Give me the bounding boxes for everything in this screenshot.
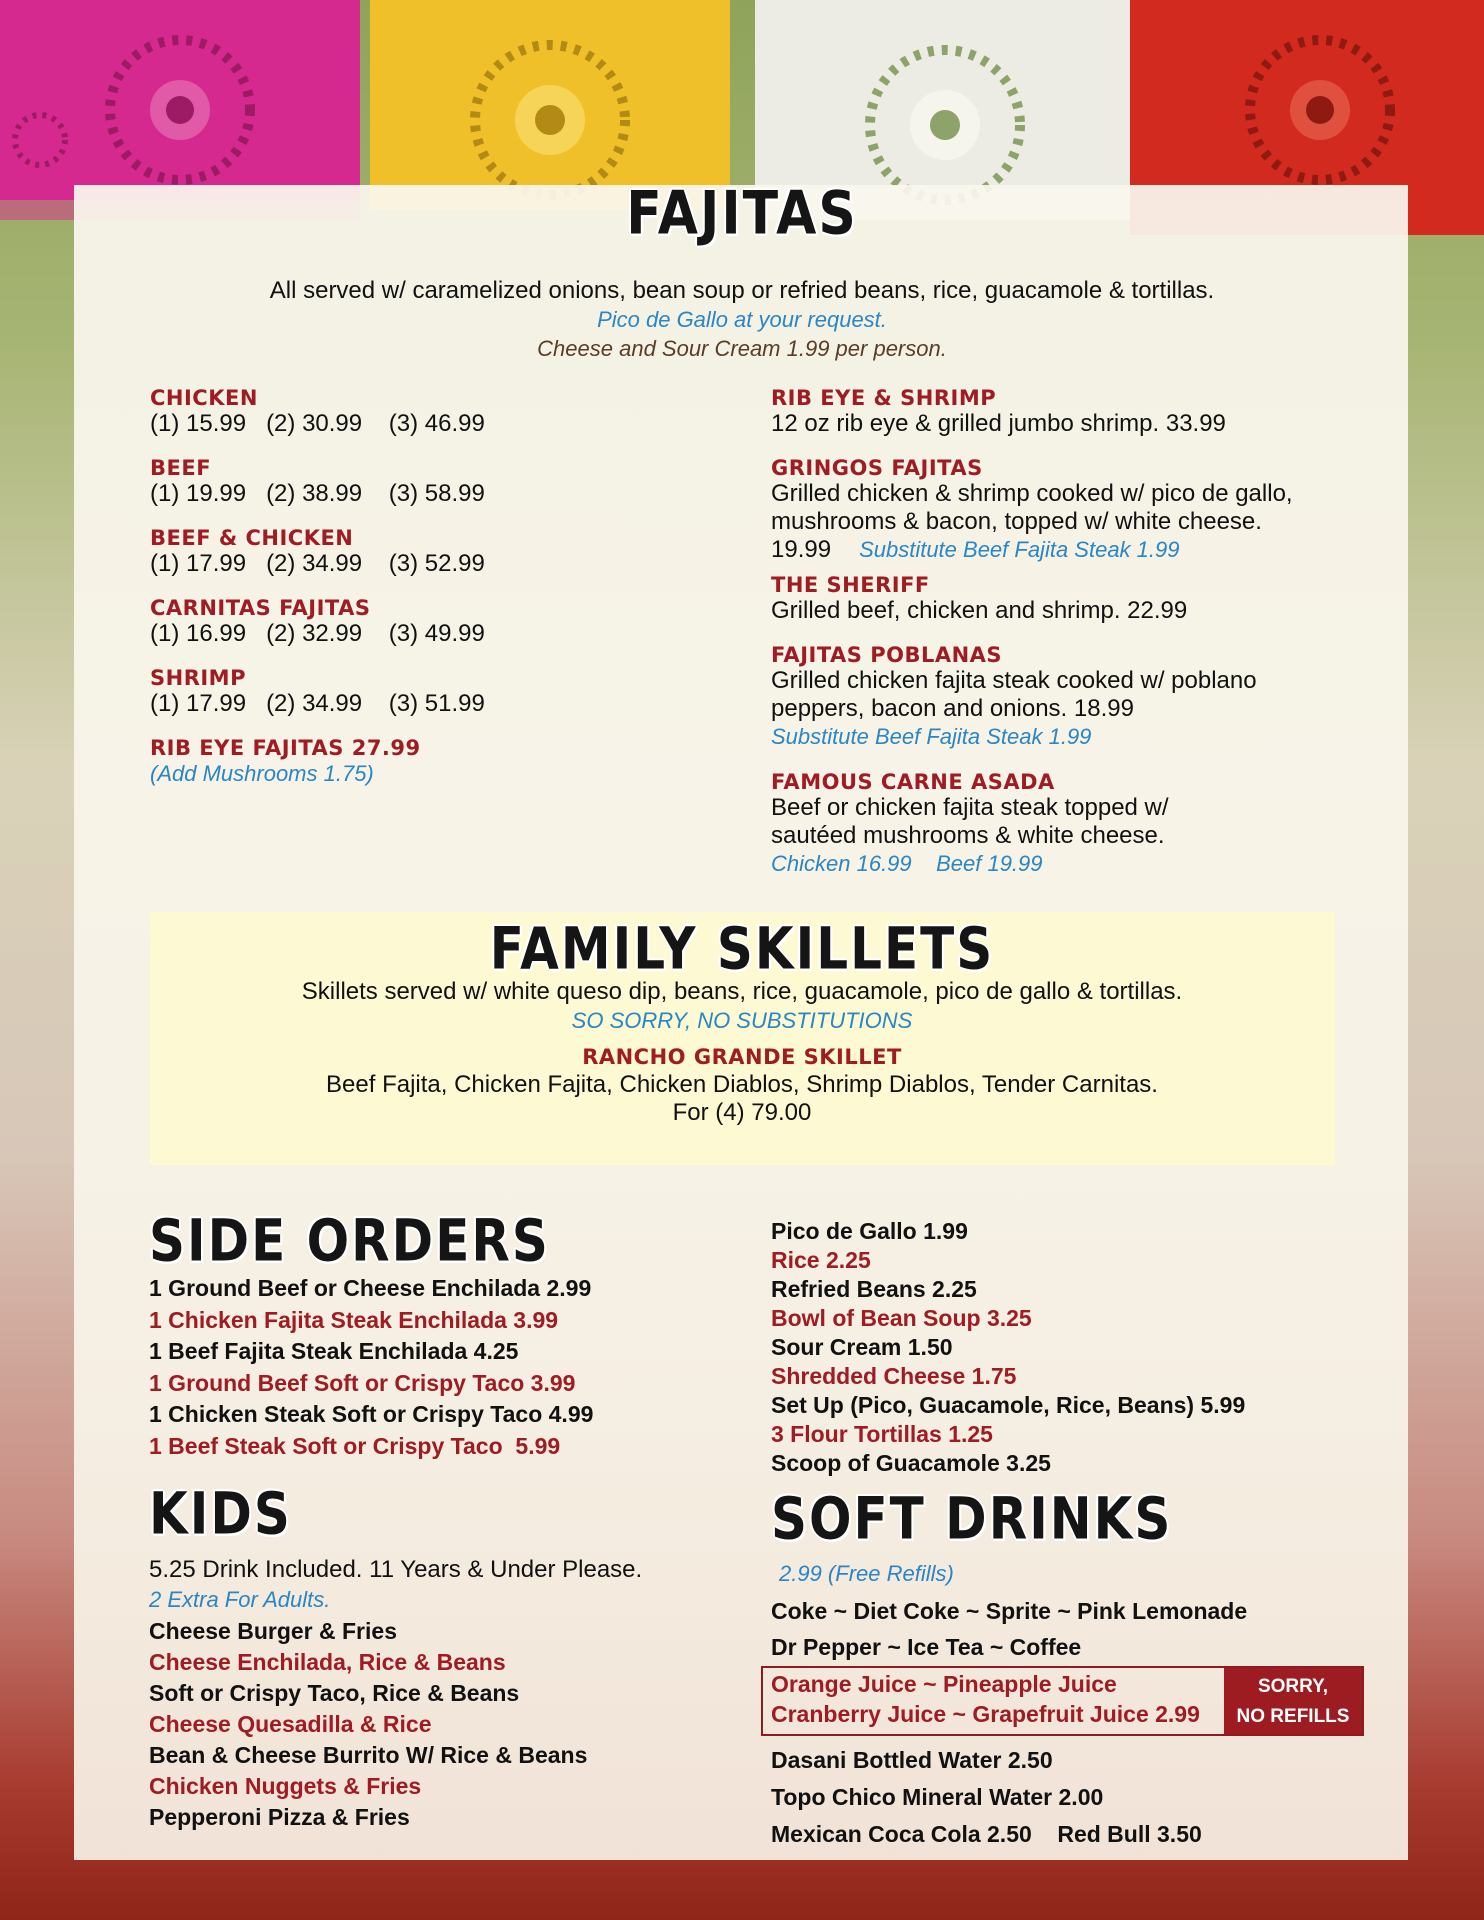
item-prices: (1) 19.99 (2) 38.99 (3) 58.99 [150,480,485,507]
drinks-price: 2.99 (Free Refills) [779,1561,954,1586]
skillets-title: FAMILY SKILLETS [489,915,995,983]
badge-line: SORRY, [1257,1676,1329,1697]
item-name: FAJITAS POBLANAS [771,643,1003,667]
fajitas-cheese-note: Cheese and Sour Cream 1.99 per person. [537,336,947,361]
skillet-item-desc: Beef Fajita, Chicken Fajita, Chicken Diablos, Shrimp Diablos, Tender Carnitas. [326,1071,1158,1098]
item-name: BEEF & CHICKEN [150,526,354,550]
side-orders-right-list [771,1217,1391,1478]
list-item: Shredded Cheese 1.75 [771,1363,1017,1389]
juice-line: Cranberry Juice ~ Grapefruit Juice 2.99 [771,1701,1200,1727]
list-item: Refried Beans 2.25 [771,1276,977,1302]
menu-item [150,526,730,596]
list-item: Scoop of Guacamole 3.25 [771,1450,1051,1476]
badge-line: NO REFILLS [1236,1706,1350,1727]
menu-item [150,386,730,456]
list-item: Set Up (Pico, Guacamole, Rice, Beans) 5.99 [771,1392,1246,1418]
kids-title: KIDS [149,1480,292,1548]
skillets-note: SO SORRY, NO SUBSTITUTIONS [571,1008,913,1033]
list-item: 1 Beef Steak Soft or Crispy Taco 5.99 [149,1432,561,1459]
ribeye-note: (Add Mushrooms 1.75) [150,761,374,786]
item-name: THE SHERIFF [771,573,930,597]
list-item: 1 Chicken Steak Soft or Crispy Taco 4.99 [149,1401,594,1427]
skillet-item-name: RANCHO GRANDE SKILLET [582,1045,902,1069]
fajitas-left-column [150,386,730,788]
menu-item [150,666,730,736]
menu-item [771,456,1391,573]
item-note: Substitute Beef Fajita Steak 1.99 [859,537,1180,562]
item-desc: mushrooms & bacon, topped w/ white cheese. [771,508,1262,535]
item-name: CHICKEN [150,386,258,410]
menu-item [771,573,1391,643]
fajitas-pico-note: Pico de Gallo at your request. [597,307,887,332]
menu-item [150,596,730,666]
drinks-line: Mexican Coca Cola 2.50 Red Bull 3.50 [771,1821,1202,1847]
list-item: Cheese Quesadilla & Rice [149,1711,432,1737]
item-desc: Grilled chicken fajita steak cooked w/ poblano [771,667,1257,694]
list-item: Soft or Crispy Taco, Rice & Beans [149,1680,520,1706]
item-desc: peppers, bacon and onions. 18.99 [771,695,1134,722]
item-prices: (1) 17.99 (2) 34.99 (3) 52.99 [150,550,485,577]
item-name: SHRIMP [150,666,246,690]
list-item: Sour Cream 1.50 [771,1334,953,1360]
item-desc: Grilled beef, chicken and shrimp. 22.99 [771,597,1188,624]
item-name: BEEF [150,456,212,480]
list-item: Bean & Cheese Burrito W/ Rice & Beans [149,1742,588,1768]
list-item: Chicken Nuggets & Fries [149,1773,422,1799]
fajitas-title: FAJITAS [626,179,858,249]
menu-item [771,770,1391,878]
list-item: Pico de Gallo 1.99 [771,1218,968,1244]
item-name: CARNITAS FAJITAS [150,596,371,620]
item-desc: Beef or chicken fajita steak topped w/ [771,794,1169,821]
skillet-item-price: For (4) 79.00 [672,1099,812,1126]
item-price: 19.99 [771,536,832,563]
drinks-line: Coke ~ Diet Coke ~ Sprite ~ Pink Lemonade [771,1598,1248,1624]
skillets-description: Skillets served w/ white queso dip, beans, rice, guacamole, pico de gallo & tortillas. [301,978,1183,1005]
ribeye-name: RIB EYE FAJITAS 27.99 [150,736,421,760]
item-desc: sautéed mushrooms & white cheese. [771,822,1165,849]
drinks-line: Dr Pepper ~ Ice Tea ~ Coffee [771,1634,1082,1660]
menu-item [771,643,1391,770]
no-refills-badge [1224,1668,1362,1734]
list-item: 1 Ground Beef or Cheese Enchilada 2.99 [149,1275,592,1301]
list-item: 1 Ground Beef Soft or Crispy Taco 3.99 [149,1369,576,1396]
juice-box [761,1666,1364,1736]
list-item: Bowl of Bean Soup 3.25 [771,1305,1032,1331]
list-item: Cheese Enchilada, Rice & Beans [149,1649,506,1675]
side-orders-left-list [149,1274,709,1463]
fajitas-right-column [771,386,1391,878]
item-desc: Grilled chicken & shrimp cooked w/ pico de gallo, [771,480,1293,507]
kids-note: 2 Extra For Adults. [149,1587,331,1612]
list-item: 1 Beef Fajita Steak Enchilada 4.25 [149,1338,519,1364]
list-item: Pepperoni Pizza & Fries [149,1804,410,1830]
drinks-line: Dasani Bottled Water 2.50 [771,1747,1053,1773]
side-orders-title: SIDE ORDERS [149,1207,550,1275]
item-name: GRINGOS FAJITAS [771,456,983,480]
item-prices: (1) 16.99 (2) 32.99 (3) 49.99 [150,620,485,647]
fajitas-description: All served w/ caramelized onions, bean soup or refried beans, rice, guacamole & tortillas. [269,277,1215,304]
menu-item [150,456,730,526]
list-item: Cheese Burger & Fries [149,1618,397,1644]
item-note: Substitute Beef Fajita Steak 1.99 [771,724,1092,749]
menu-item [771,386,1391,456]
list-item: 1 Chicken Fajita Steak Enchilada 3.99 [149,1306,559,1333]
kids-list [149,1617,729,1834]
item-prices: (1) 17.99 (2) 34.99 (3) 51.99 [150,690,485,717]
soft-drinks-title: SOFT DRINKS [771,1485,1173,1553]
list-item: 3 Flour Tortillas 1.25 [771,1421,993,1447]
item-name: FAMOUS CARNE ASADA [771,770,1055,794]
drinks-line: Topo Chico Mineral Water 2.00 [771,1784,1104,1810]
juice-line: Orange Juice ~ Pineapple Juice [771,1671,1117,1697]
list-item: Rice 2.25 [771,1247,871,1273]
item-prices: (1) 15.99 (2) 30.99 (3) 46.99 [150,410,485,437]
item-note: Chicken 16.99 Beef 19.99 [771,851,1043,876]
menu-item [150,736,730,788]
kids-description: 5.25 Drink Included. 11 Years & Under Please. [149,1556,643,1583]
item-name: RIB EYE & SHRIMP [771,386,997,410]
item-desc: 12 oz rib eye & grilled jumbo shrimp. 33.99 [771,410,1226,437]
